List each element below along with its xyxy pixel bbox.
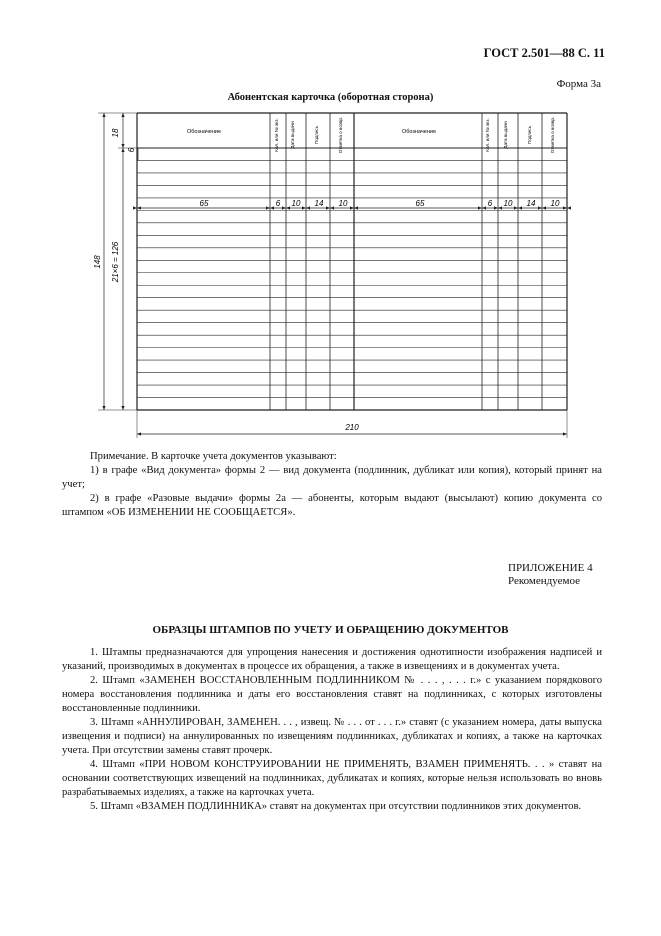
dimension-arrow <box>326 206 330 209</box>
dimension-arrow <box>514 206 518 209</box>
paragraph-2: 2. Штамп «ЗАМЕНЕН ВОССТАНОВЛЕННЫМ ПОДЛИННИКОМ № . . . , . . . г.» с указанием порядкового номера восстановления подлинника и даты его восстановления ставят на подлинниках, с которых изготовлены восстановленные подлинники. <box>62 675 602 714</box>
dimension-arrow <box>482 206 486 209</box>
dimension-arrow <box>102 406 105 410</box>
dimension-arrow <box>121 148 124 152</box>
dimension-arrow <box>478 206 482 209</box>
appendix-subtitle: Рекомендуемое <box>508 575 580 587</box>
dimension-arrow <box>306 206 310 209</box>
dimension-arrow <box>121 144 124 148</box>
col-header-issue-date: Дата выдачи <box>290 121 295 149</box>
dim-width-copy: 6 <box>487 199 493 208</box>
dim-total-height: 148 <box>93 255 102 269</box>
section-title: ОБРАЗЦЫ ШТАМПОВ ПО УЧЕТУ И ОБРАЩЕНИЮ ДОКУМЕНТОВ <box>152 624 509 636</box>
form-label: Форма 3а <box>556 78 601 90</box>
col-header-designation: Обозначение <box>401 129 437 135</box>
paragraph-3: 3. Штамп «АННУЛИРОВАН, ЗАМЕНЕН. . . , извещ. № . . . от . . . г.» ставят (с указанием номера, даты выпуска извещения и подписи) на аннулированных по извещениям подлинниках, дубликатах и копиях, а также на карточках учета. При отсутствии замены ставят прочерк. <box>62 717 602 756</box>
dim-width-signature: 14 <box>526 199 536 208</box>
dimension-arrow <box>518 206 522 209</box>
col-header-copy-number: Кол. или № экз. <box>274 118 279 152</box>
dim-total-width: 210 <box>345 423 359 432</box>
dimension-arrow <box>563 432 567 435</box>
dimension-arrow <box>121 113 124 117</box>
col-header-copy-number: Кол. или № экз. <box>485 118 490 152</box>
paragraph-4: 4. Штамп «ПРИ НОВОМ КОНСТРУИРОВАНИИ НЕ ПРИМЕНЯТЬ, ВЗАМЕН ПРИМЕНЯТЬ. . . » ставят на основании соответствующих извещений на подлинниках, дубликатах и копиях, которые нельзя использовать во вновь разрабатываемых изделиях, а также на карточках учета. <box>62 759 602 798</box>
dimension-arrow <box>137 432 141 435</box>
dim-width-designation: 65 <box>415 199 425 208</box>
col-header-return-mark: Отметка о возвр. <box>338 116 343 154</box>
note-item-2: 2) в графе «Разовые выдачи» формы 2а — абоненты, которым выдают (высылают) копию документа со штампом «ОБ ИЗМЕНЕНИИ НЕ СООБЩАЕТСЯ». <box>62 493 602 518</box>
dimension-arrow <box>282 206 286 209</box>
card-drawing <box>0 0 661 460</box>
dim-width-return: 10 <box>338 199 348 208</box>
dimension-arrow <box>494 206 498 209</box>
card-note <box>62 450 602 520</box>
dim-width-date: 10 <box>503 199 513 208</box>
appendix-title: ПРИЛОЖЕНИЕ 4 <box>508 562 593 574</box>
dimension-arrow <box>538 206 542 209</box>
col-header-issue-date: Дата выдачи <box>503 121 508 149</box>
dim-width-copy: 6 <box>275 199 281 208</box>
col-header-return-mark: Отметка о возвр. <box>550 116 555 154</box>
dim-width-signature: 14 <box>314 199 324 208</box>
section-body <box>62 646 602 814</box>
dimension-arrow <box>302 206 306 209</box>
dimension-arrow <box>286 206 290 209</box>
dimension-arrow <box>266 206 270 209</box>
dimension-arrow <box>102 113 105 117</box>
dimension-arrow <box>330 206 334 209</box>
dim-width-date: 10 <box>291 199 301 208</box>
paragraph-5: 5. Штамп «ВЗАМЕН ПОДЛИННИКА» ставят на документах при отсутствии подлинников этих документов. <box>90 801 582 812</box>
page-header: ГОСТ 2.501—88 С. 11 <box>483 46 605 60</box>
col-header-designation: Обозначение <box>186 129 222 135</box>
dimension-arrow <box>121 406 124 410</box>
card-title: Абонентская карточка (оборотная сторона) <box>227 92 434 103</box>
col-header-signature: Подпись <box>314 125 319 145</box>
note-lead: Примечание. В карточке учета документов указывают: <box>90 451 337 462</box>
appendix-heading <box>508 562 593 588</box>
dimension-arrow <box>498 206 502 209</box>
paragraph-1: 1. Штампы предназначаются для упрощения нанесения и достижения однотипности изображения надписей и указаний, производимых в документах в процессе их обращения, а также в извещениях и в документах учета. <box>62 647 602 672</box>
dim-row-height: 6 <box>127 147 136 153</box>
note-item-1: 1) в графе «Вид документа» формы 2 — вид документа (подлинник, дубликат или копия), который принят на учет; <box>62 465 602 490</box>
dim-width-return: 10 <box>550 199 560 208</box>
dimension-arrow <box>137 206 141 209</box>
dim-header-height: 18 <box>111 128 120 138</box>
dim-width-designation: 65 <box>199 199 209 208</box>
col-header-signature: Подпись <box>527 125 532 145</box>
dimension-arrow <box>542 206 546 209</box>
dim-rows-height: 21×6 = 126 <box>111 241 120 283</box>
dimension-arrow <box>270 206 274 209</box>
